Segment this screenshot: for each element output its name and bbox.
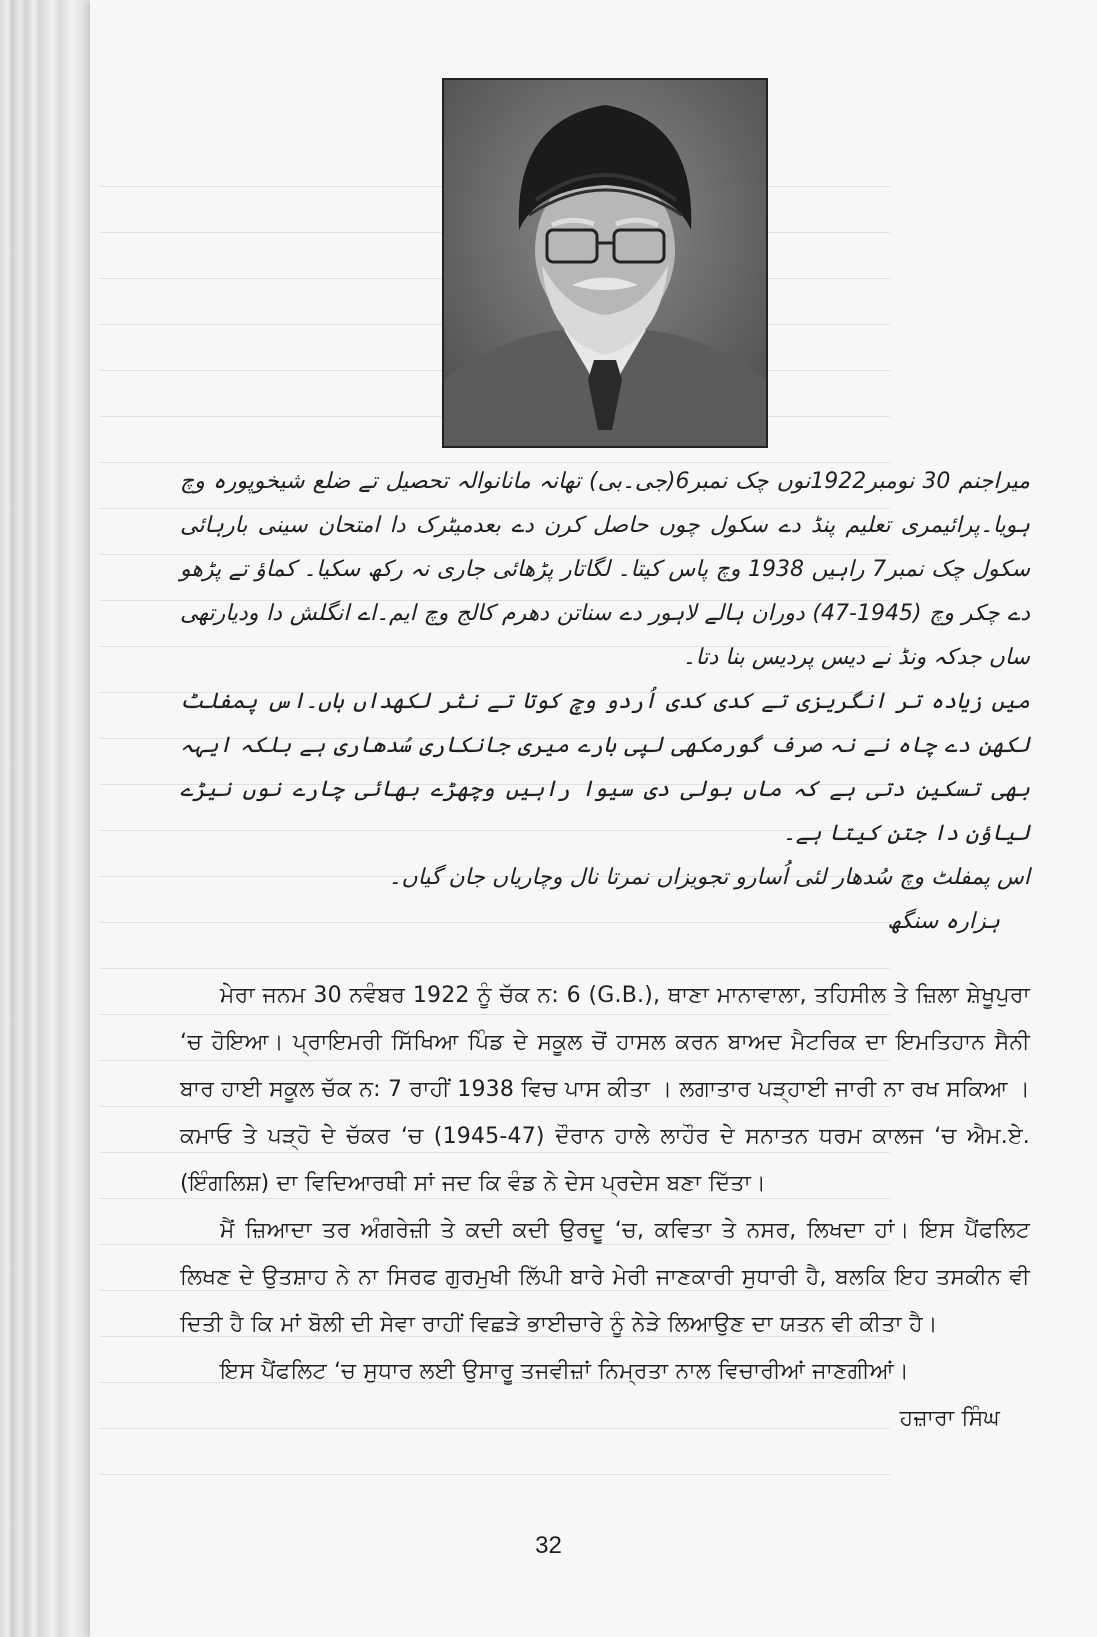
urdu-paragraph-1: میراجنم 30 نومبر1922نوں چک نمبر6(جی۔بی) تھانہ مانانوالہ تحصیل تے ضلع شیخوپورہ وچ ہویا۔پرائیمری تعلیم پنڈ دے سکول چوں حاصل کرن دے بعدمیٹرک دا امتحان سینی بارہائی سکول چک نمبر7 راہیں 1938 وچ پاس کیتا۔ لگاتار پڑھائی جاری نہ رکھ سکیا۔ کماؤ تے پڑھو دے چکر وچ (1945-47) دوران ہالے لاہور دے سناتن دھرم کالج وچ ایم۔اے انگلش دا ودیارتھی ساں جدکہ ونڈ نے دیس پردیس بنا دتا۔	[180, 469, 1031, 670]
author-portrait	[442, 78, 768, 448]
urdu-signature: ہزارہ سنگھ	[887, 909, 1000, 934]
gurmukhi-paragraph-1: ਮੇਰਾ ਜਨਮ 30 ਨਵੰਬਰ 1922 ਨੂੰ ਚੱਕ ਨ: 6 (G.B.), ਥਾਣਾ ਮਾਨਾਵਾਲਾ, ਤਹਿਸੀਲ ਤੇ ਜ਼ਿਲਾ ਸ਼ੇਖੂਪੁਰਾ ‘ਚ ਹੋਇਆ। ਪ੍ਰਾਇਮਰੀ ਸਿੱਖਿਆ ਪਿੰਡ ਦੇ ਸਕੂਲ ਚੋਂ ਹਾਸਲ ਕਰਨ ਬਾਅਦ ਮੈਟਰਿਕ ਦਾ ਇਮਤਿਹਾਨ ਸੈਨੀ ਬਾਰ ਹਾਈ ਸਕੂਲ ਚੱਕ ਨ: 7 ਰਾਹੀਂ 1938 ਵਿਚ ਪਾਸ ਕੀਤਾ । ਲਗਾਤਾਰ ਪੜ੍ਹਾਈ ਜਾਰੀ ਨਾ ਰਖ ਸਕਿਆ । ਕਮਾਓ ਤੇ ਪੜ੍ਹੋ ਦੇ ਚੱਕਰ ‘ਚ (1945-47) ਦੌਰਾਨ ਹਾਲੇ ਲਾਹੌਰ ਦੇ ਸਨਾਤਨ ਧਰਮ ਕਾਲਜ ‘ਚ ਐਮ.ਏ. (ਇੰਗਲਿਸ਼) ਦਾ ਵਿਦਿਆਰਥੀ ਸਾਂ ਜਦ ਕਿ ਵੰਡ ਨੇ ਦੇਸ ਪ੍ਰਦੇਸ ਬਣਾ ਦਿੱਤਾ।	[180, 983, 1030, 1196]
urdu-paragraph-2: میں زیادہ تر انگریزی تے کدی کدی اُردو وچ کوتا تے نثر لکھداں ہاں۔اس پمفلٹ لکھن دے چاہ نے نہ صرف گورمکھی لپی بارے میری جانکاری سُدھاری ہے بلکہ ایہہ بھی تسکین دتی ہے کہ ماں بولی دی سیوا راہیں وچھڑے بھائی چارے نوں نیڑے لیاؤن دا جتن کیتا ہے۔	[180, 689, 1030, 846]
gurmukhi-signature: ਹਜ਼ਾਰਾ ਸਿੰਘ	[899, 1406, 1000, 1431]
stacked-page-edges	[0, 0, 100, 1637]
gurmukhi-paragraph-3: ਇਸ ਪੈਂਫਲਿਟ ‘ਚ ਸੁਧਾਰ ਲਈ ਉਸਾਰੂ ਤਜਵੀਜ਼ਾਂ ਨਿਮ੍ਰਤਾ ਨਾਲ ਵਿਚਾਰੀਆਂ ਜਾਣਗੀਆਂ।	[220, 1359, 909, 1384]
urdu-paragraph-3: اس پمفلٹ وچ سُدھار لئی اُسارو تجویزاں نمرتا نال وچاریاں جان گیاں۔	[388, 865, 1030, 890]
portrait-illustration	[444, 80, 766, 446]
gurmukhi-paragraph-2: ਮੈਂ ਜ਼ਿਆਦਾ ਤਰ ਅੰਗਰੇਜ਼ੀ ਤੇ ਕਦੀ ਕਦੀ ਉਰਦੂ ‘ਚ, ਕਵਿਤਾ ਤੇ ਨਸਰ, ਲਿਖਦਾ ਹਾਂ। ਇਸ ਪੈਂਫਲਿਟ ਲਿਖਣ ਦੇ ਉਤਸ਼ਾਹ ਨੇ ਨਾ ਸਿਰਫ ਗੁਰਮੁਖੀ ਲਿੱਪੀ ਬਾਰੇ ਮੇਰੀ ਜਾਣਕਾਰੀ ਸੁਧਾਰੀ ਹੈ, ਬਲਕਿ ਇਹ ਤਸਕੀਨ ਵੀ ਦਿਤੀ ਹੈ ਕਿ ਮਾਂ ਬੋਲੀ ਦੀ ਸੇਵਾ ਰਾਹੀਂ ਵਿਛੜੇ ਭਾਈਚਾਰੇ ਨੂੰ ਨੇੜੇ ਲਿਆਉਣ ਦਾ ਯਤਨ ਵੀ ਕੀਤਾ ਹੈ।	[180, 1218, 1030, 1337]
gurmukhi-introduction	[180, 972, 1030, 1442]
urdu-introduction	[180, 460, 1030, 944]
page-number: 32	[535, 1532, 562, 1559]
